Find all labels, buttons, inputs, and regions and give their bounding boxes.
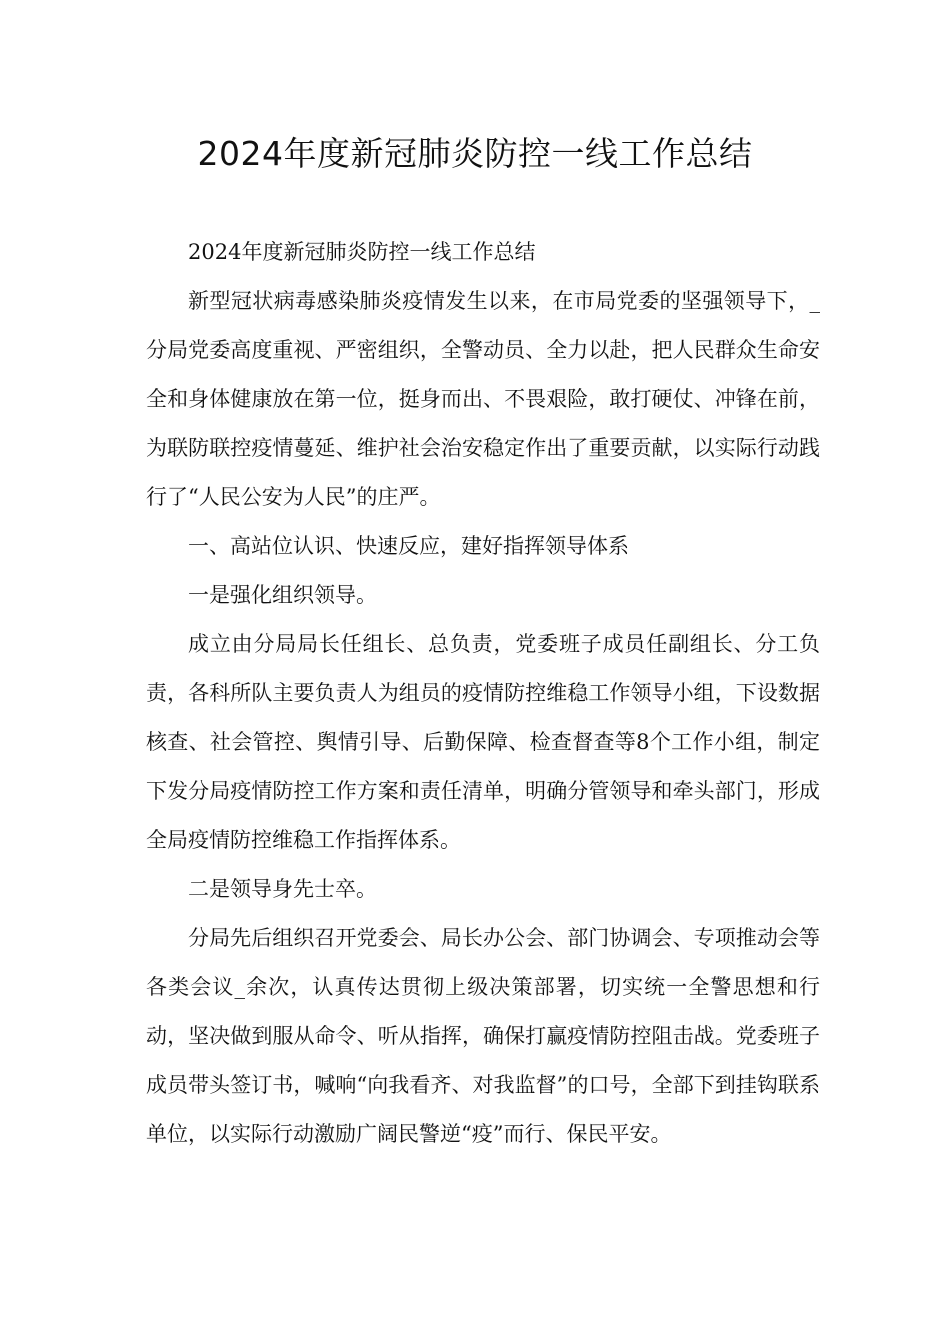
paragraph-organization: 成立由分局局长任组长、总负责，党委班子成员任副组长、分工负责，各科所队主要负责人为组员的疫情防控维稳工作领导小组，下设数据核查、社会管控、舆情引导、后勤保障、检查督查等8个工作小组，制定下发分局疫情防控工作方案和责任清单，明确分管领导和牵头部门，形成全局疫情防控维稳工作指挥体系。	[146, 632, 820, 852]
paragraph-leadership: 分局先后组织召开党委会、局长办公会、部门协调会、专项推动会等各类会议_余次，认真传达贯彻上级决策部署，切实统一全警思想和行动，坚决做到服从命令、听从指挥，确保打赢疫情防控阻击战。党委班子成员带头签订书，喊响“向我看齐、对我监督”的口号，全部下到挂钩联系单位，以实际行动激励广阔民警逆“疫”而行、保民平安。	[146, 926, 820, 1146]
paragraph-intro: 新型冠状病毒感染肺炎疫情发生以来，在市局党委的坚强领导下，_分局党委高度重视、严密组织，全警动员、全力以赴，把人民群众生命安全和身体健康放在第一位，挺身而出、不畏艰险，敢打硬仗、冲锋在前，为联防联控疫情蔓延、维护社会治安稳定作出了重要贡献，以实际行动践行了“人民公安为人民”的庄严。	[146, 289, 820, 509]
paragraph-subtitle: 2024年度新冠肺炎防控一线工作总结	[188, 240, 536, 264]
document-body	[146, 228, 820, 1159]
document-title: 2024年度新冠肺炎防控一线工作总结	[197, 134, 753, 173]
section-heading-1: 一、高站位认识、快速反应，建好指挥领导体系	[188, 534, 629, 558]
subheading-1: 一是强化组织领导。	[188, 583, 377, 607]
subheading-2: 二是领导身先士卒。	[188, 877, 377, 901]
